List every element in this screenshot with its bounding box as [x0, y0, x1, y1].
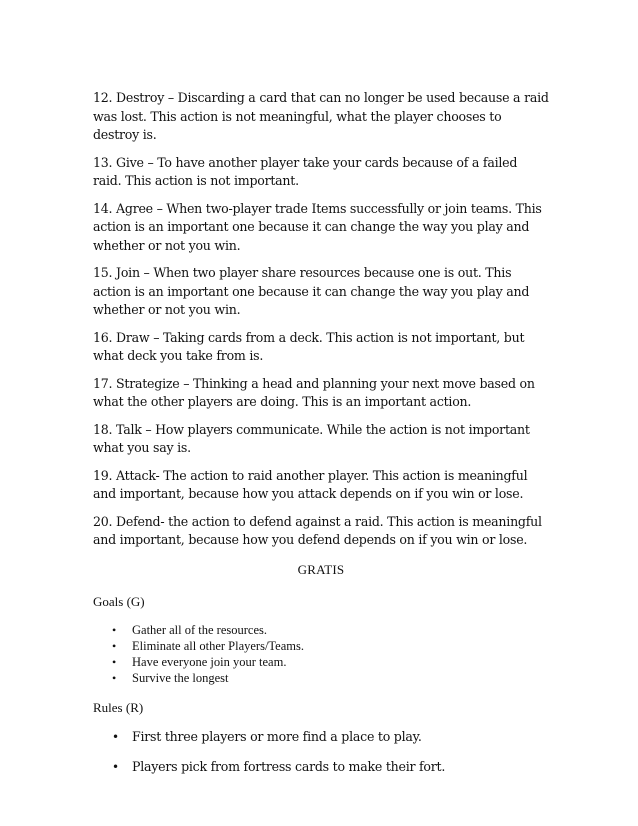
list-item — [93, 622, 549, 638]
bullet-icon: • — [112, 670, 117, 685]
action-paragraph: 16. Draw – Taking cards from a deck. This action is not important, but what deck you take from is. — [93, 329, 525, 363]
action-paragraph: 14. Agree – When two-player trade Items successfully or join teams. This action is an important one because it can change the way you play and whether or not you win. — [93, 200, 542, 253]
list-item-text: Eliminate all other Players/Teams. — [132, 638, 304, 653]
list-item-text: Players pick from fortress cards to make their fort. — [132, 758, 446, 774]
list-item-text: Gather all of the resources. — [132, 622, 268, 637]
document-page — [93, 89, 549, 788]
rules-list — [93, 728, 549, 776]
bullet-icon: • — [112, 622, 117, 637]
list-item — [93, 638, 549, 654]
bullet-icon: • — [112, 729, 119, 744]
bullet-icon: • — [112, 638, 117, 653]
list-item-text: Survive the longest — [132, 670, 229, 685]
goals-list — [93, 622, 549, 686]
goals-heading: Goals (G) — [93, 593, 145, 609]
list-item-text: First three players or more find a place to play. — [132, 728, 422, 744]
list-item — [93, 728, 549, 746]
bullet-icon: • — [112, 654, 117, 669]
action-paragraph: 17. Strategize – Thinking a head and planning your next move based on what the other players are doing. This is an important action. — [93, 375, 535, 409]
list-item — [93, 654, 549, 670]
bullet-icon: • — [112, 759, 119, 774]
action-paragraph: 18. Talk – How players communicate. While the action is not important what you say is. — [93, 421, 530, 455]
action-paragraph: 20. Defend- the action to defend against a raid. This action is meaningful and important, because how you defend depends on if you win or lose. — [93, 513, 542, 547]
list-item — [93, 670, 549, 686]
action-paragraph: 12. Destroy – Discarding a card that can no longer be used because a raid was lost. This action is not meaningful, what the player chooses to destroy is. — [93, 90, 549, 142]
rules-heading: Rules (R) — [93, 699, 144, 715]
action-paragraph: 19. Attack- The action to raid another player. This action is meaningful and important, because how you attack depends on if you win or lose. — [93, 467, 528, 501]
section-title: GRATIS — [297, 561, 345, 577]
action-paragraph: 13. Give – To have another player take your cards because of a failed raid. This action is not important. — [93, 154, 518, 188]
list-item-text: Have everyone join your team. — [132, 654, 287, 669]
action-paragraph: 15. Join – When two player share resources because one is out. This action is an important one because it can change the way you play and whether or not you win. — [93, 265, 530, 317]
list-item — [93, 758, 549, 776]
